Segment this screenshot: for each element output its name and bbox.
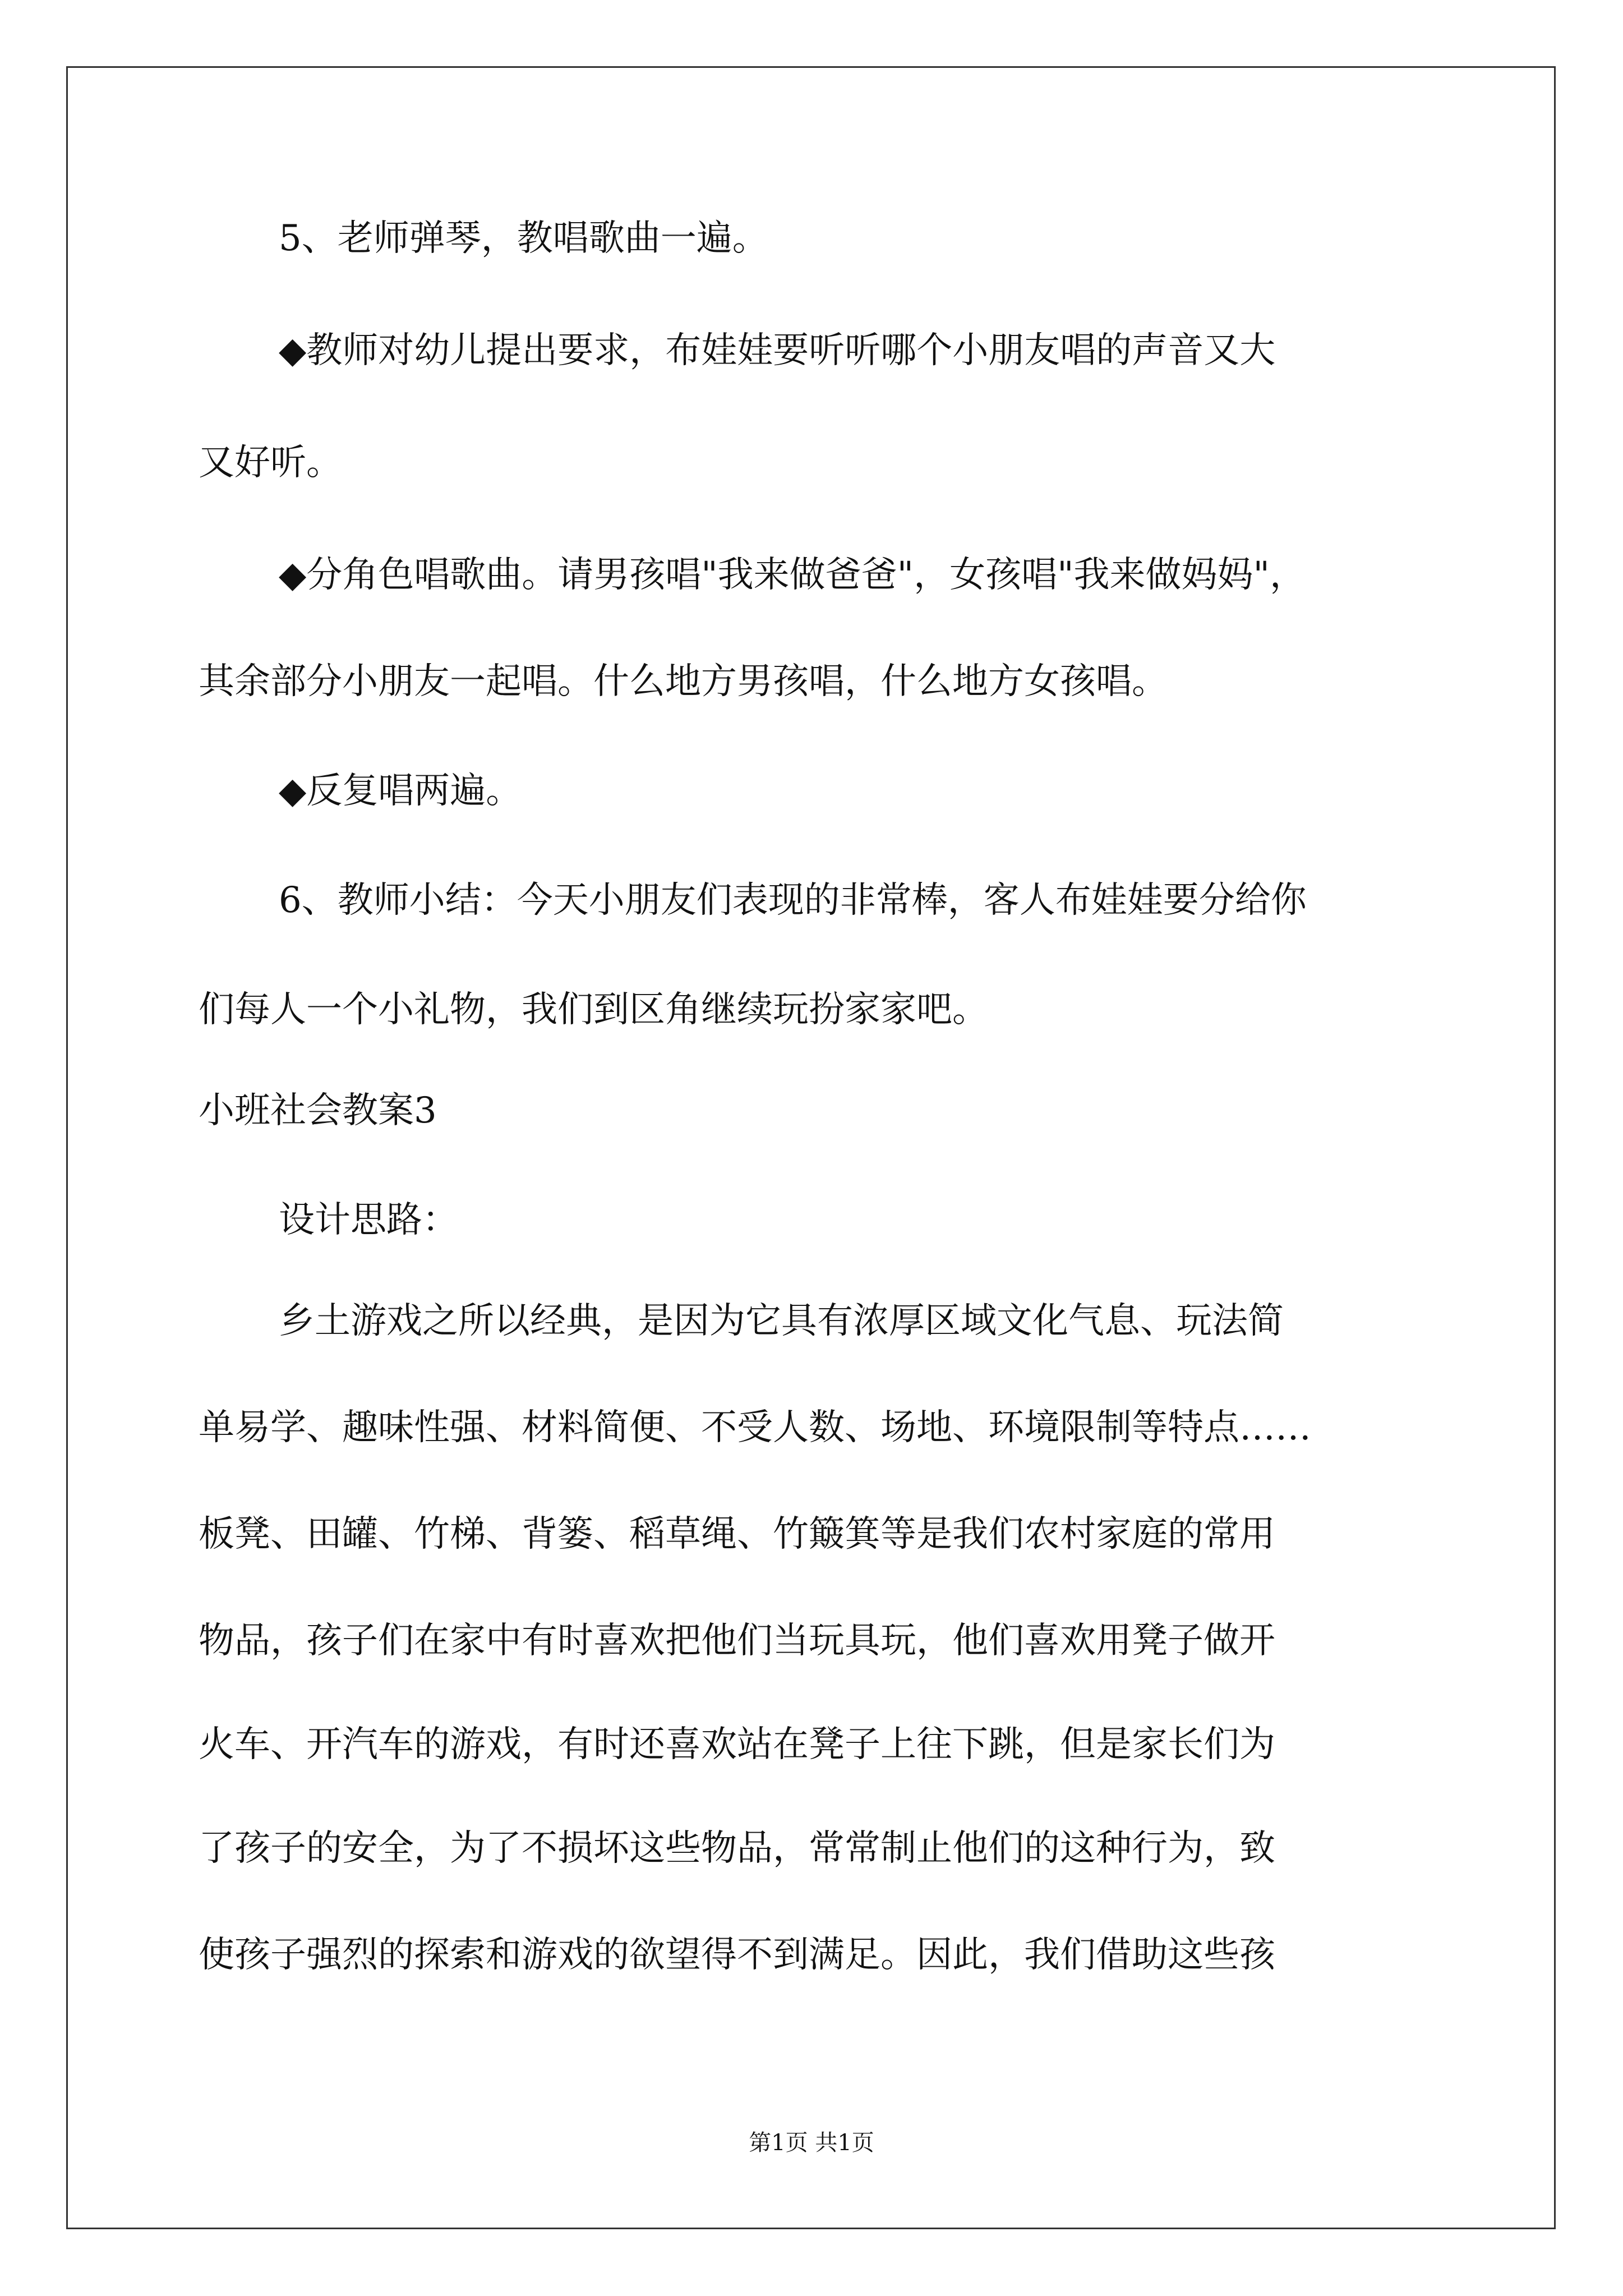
text-line-15: 火车、开汽车的游戏，有时还喜欢站在凳子上往下跳，但是家长们为 — [199, 1724, 1275, 1765]
text-line-16: 了孩子的安全，为了不损坏这些物品，常常制止他们的这种行为，致 — [199, 1828, 1275, 1869]
text-line-11: 乡土游戏之所以经典，是因为它具有浓厚区域文化气息、玩法简 — [279, 1300, 1284, 1342]
text-line-17: 使孩子强烈的探索和游戏的欲望得不到满足。因此，我们借助这些孩 — [199, 1934, 1275, 1976]
text-line-4: ◆分角色唱歌曲。请男孩唱"我来做爸爸"，女孩唱"我来做妈妈"， — [279, 554, 1306, 596]
text-line-6: ◆反复唱两遍。 — [279, 770, 522, 812]
text-line-7: 6、教师小结：今天小朋友们表现的非常棒，客人布娃娃要分给你 — [279, 880, 1307, 921]
page-border — [66, 66, 1556, 2229]
text-line-5: 其余部分小朋友一起唱。什么地方男孩唱，什么地方女孩唱。 — [199, 661, 1168, 702]
text-line-8: 们每人一个小礼物，我们到区角继续玩扮家家吧。 — [199, 989, 988, 1030]
text-line-3: 又好听。 — [199, 442, 342, 484]
section-heading: 小班社会教案3 — [199, 1090, 437, 1131]
text-line-14: 物品，孩子们在家中有时喜欢把他们当玩具玩，他们喜欢用凳子做开 — [199, 1620, 1275, 1662]
page-footer: 第1页 共1页 — [749, 2130, 874, 2156]
text-line-12: 单易学、趣味性强、材料简便、不受人数、场地、环境限制等特点…… — [199, 1407, 1311, 1448]
text-line-1: 5、老师弹琴，教唱歌曲一遍。 — [279, 218, 768, 259]
text-line-10: 设计思路： — [279, 1199, 458, 1241]
text-line-2: ◆教师对幼儿提出要求，布娃娃要听听哪个小朋友唱的声音又大 — [279, 330, 1276, 371]
text-line-13: 板凳、田罐、竹梯、背篓、稻草绳、竹簸箕等是我们农村家庭的常用 — [199, 1513, 1275, 1555]
